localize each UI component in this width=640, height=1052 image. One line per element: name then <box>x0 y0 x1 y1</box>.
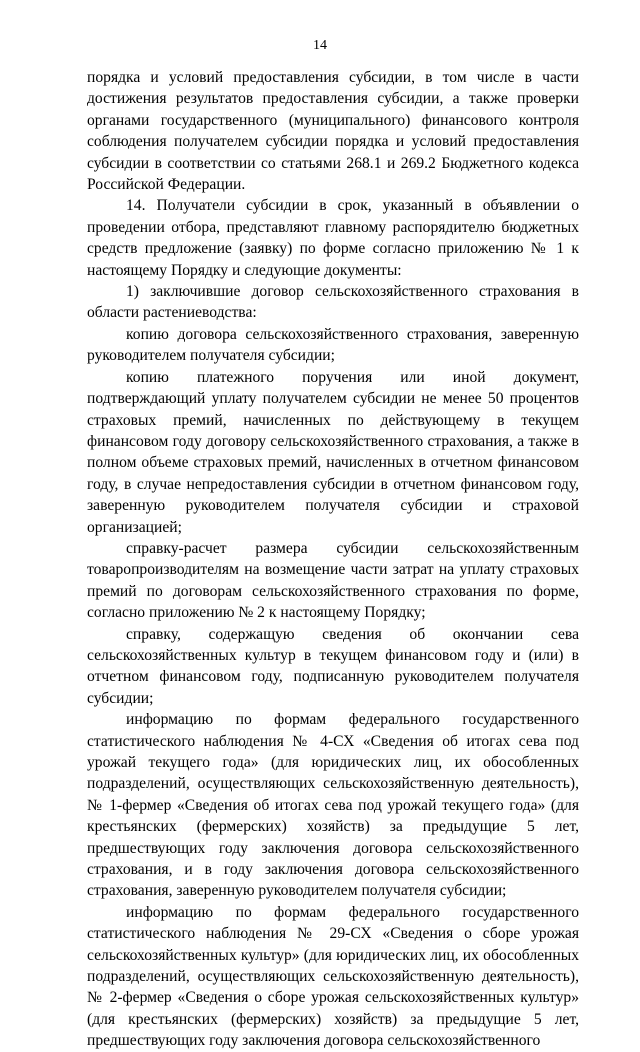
paragraph-insurance-contract-copy: копию договора сельскохозяйственного страхования, заверенную руководителем получателя субсидии; <box>87 325 579 365</box>
paragraph-continuation: порядка и условий предоставления субсидии, в том числе в части достижения результатов предоставления субсидии, а также проверки органами государственного (муниципального) финансового контроля соблюдения получателем субсидии порядка и условий предоставления субсидии в соответствии со статьями 268.1 и 269.2 Бюджетного кодекса Российской Федерации. <box>87 69 579 194</box>
paragraph-calculation-certificate: справку-расчет размера субсидии сельскохозяйственным товаропроизводителям на возмещение части затрат на уплату страховых премий по договорам сельскохозяйственного страхования по форме, согласно приложению № 2 к настоящему Порядку; <box>87 539 579 622</box>
paragraph-form-29sh-info: информацию по формам федерального государственного статистического наблюдения № 29-СХ «Сведения о сборе урожая сельскохозяйственных культур» (для юридических лиц, их обособленных подразделений, осуществляющих сельскохозяйственную деятельность), № 2-фермер «Сведения о сборе урожая сельскохозяйственных культур» (для крестьянских (фермерских) хозяйств) за предыдущие 5 лет, предшествующих году заключения договора сельскохозяйственного <box>87 903 579 1050</box>
document-body <box>87 67 579 1052</box>
paragraph-item-14: 14. Получатели субсидии в срок, указанный в объявлении о проведении отбора, представляют главному распорядителю бюджетных средств предложение (заявку) по форме согласно приложению № 1 к настоящему Порядку и следующие документы: <box>87 197 579 279</box>
paragraph-subitem-1: 1) заключившие договор сельскохозяйственного страхования в области растениеводства: <box>87 283 579 322</box>
paragraph-form-4sh-info: информацию по формам федерального государственного статистического наблюдения № 4-СХ «Сведения об итогах сева под урожай текущего года» (для юридических лиц, их обособленных подразделений, осуществляющих сельскохозяйственную деятельность), № 1-фермер «Сведения об итогах сева под урожай текущего года» (для крестьянских (фермерских) хозяйств) за предыдущие 5 лет, предшествующих году заключения договора сельскохозяйственного страхования, и в году заключения договора сельскохозяйственного страхования, заверенную руководителем получателя субсидии; <box>87 711 579 900</box>
page-number: 14 <box>313 38 327 53</box>
paragraph-payment-order-copy: копию платежного поручения или иной документ, подтверждающий уплату получателем субсидии не менее 50 процентов страховых премий, начисленных по действующему в текущем финансовом году договору сельскохозяйственного страхования, а также в полном объеме страховых премий, начисленных в отчетном финансовом году, в случае непредоставления субсидии в отчетном финансовом году, заверенную руководителем получателя субсидии и страховой организацией; <box>87 368 579 536</box>
paragraph-sowing-certificate: справку, содержащую сведения об окончании сева сельскохозяйственных культур в текущем финансовом году и (или) в отчетном финансовом году, подписанную руководителем получателя субсидии; <box>87 625 579 707</box>
